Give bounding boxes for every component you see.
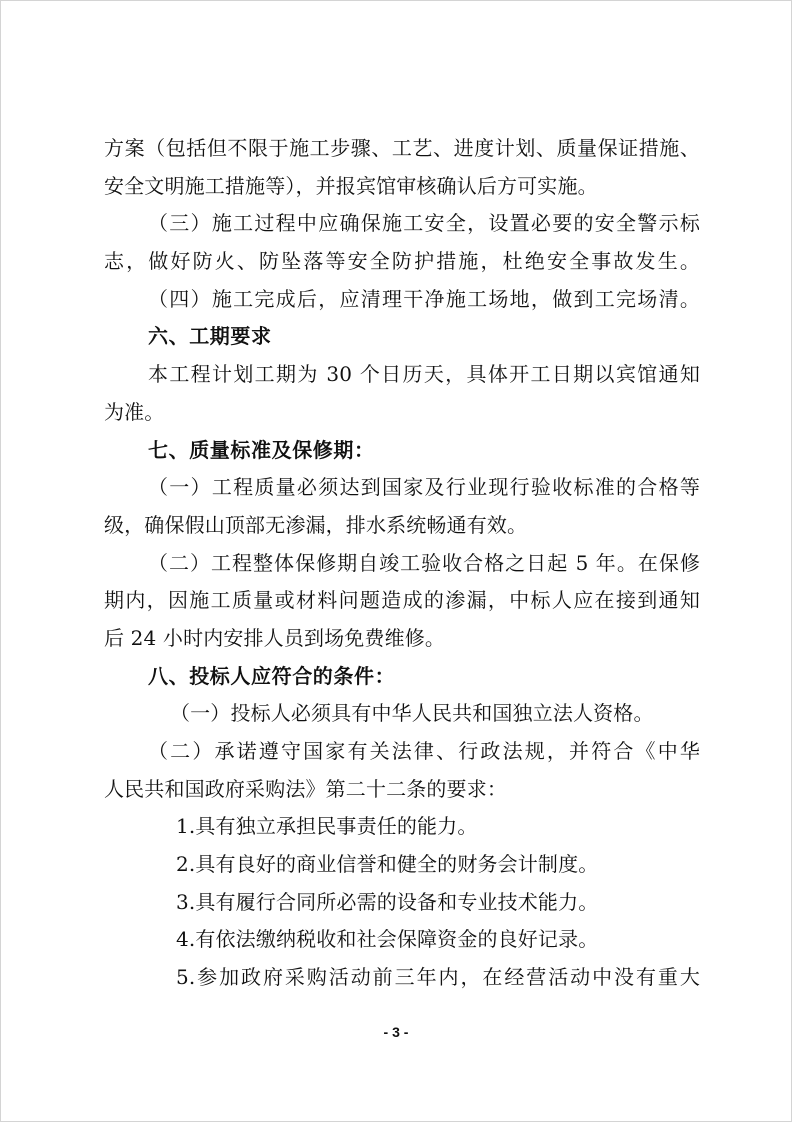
paragraph-line: （一）工程质量必须达到国家及行业现行验收标准的合格等 xyxy=(148,475,700,500)
section-heading: 六、工期要求 xyxy=(148,324,272,349)
section-heading: 八、投标人应符合的条件： xyxy=(148,663,396,688)
paragraph-line: 为准。 xyxy=(104,399,165,424)
list-item: 1.具有独立承担民事责任的能力。 xyxy=(176,814,478,839)
paragraph-line: 级，确保假山顶部无渗漏，排水系统畅通有效。 xyxy=(104,512,528,537)
paragraph-line: （一）投标人必须具有中华人民共和国独立法人资格。 xyxy=(170,701,654,726)
list-item: 3.具有履行合同所必需的设备和专业技术能力。 xyxy=(176,889,599,914)
paragraph-line: 期内，因施工质量或材料问题造成的渗漏，中标人应在接到通知 xyxy=(104,588,700,613)
paragraph-line: 人民共和国政府采购法》第二十二条的要求： xyxy=(104,776,507,801)
paragraph-line: 本工程计划工期为 30 个日历天，具体开工日期以宾馆通知 xyxy=(148,362,700,387)
paragraph-line: （二）承诺遵守国家有关法律、行政法规，并符合《中华 xyxy=(148,739,700,763)
paragraph-line: 志，做好防火、防坠落等安全防护措施，杜绝安全事故发生。 xyxy=(104,249,700,274)
list-item: 5.参加政府采购活动前三年内，在经营活动中没有重大 xyxy=(176,965,700,990)
paragraph-line: 方案（包括但不限于施工步骤、工艺、进度计划、质量保证措施、 xyxy=(104,136,700,160)
document-body xyxy=(104,130,700,997)
section-heading: 七、质量标准及保修期： xyxy=(148,437,375,462)
paragraph-line: 安全文明施工措施等），并报宾馆审核确认后方可实施。 xyxy=(104,173,598,198)
paragraph-line: （三）施工过程中应确保施工安全，设置必要的安全警示标 xyxy=(148,211,700,236)
list-item: 2.具有良好的商业信誉和健全的财务会计制度。 xyxy=(176,852,599,877)
paragraph-line: 后 24 小时内安排人员到场免费维修。 xyxy=(104,625,446,650)
list-item: 4.有依法缴纳税收和社会保障资金的良好记录。 xyxy=(176,927,599,952)
paragraph-line: （二）工程整体保修期自竣工验收合格之日起 5 年。在保修 xyxy=(148,550,700,575)
paragraph-line: （四）施工完成后，应清理干净施工场地，做到工完场清。 xyxy=(148,286,700,311)
page-number: - 3 - xyxy=(383,1024,409,1040)
